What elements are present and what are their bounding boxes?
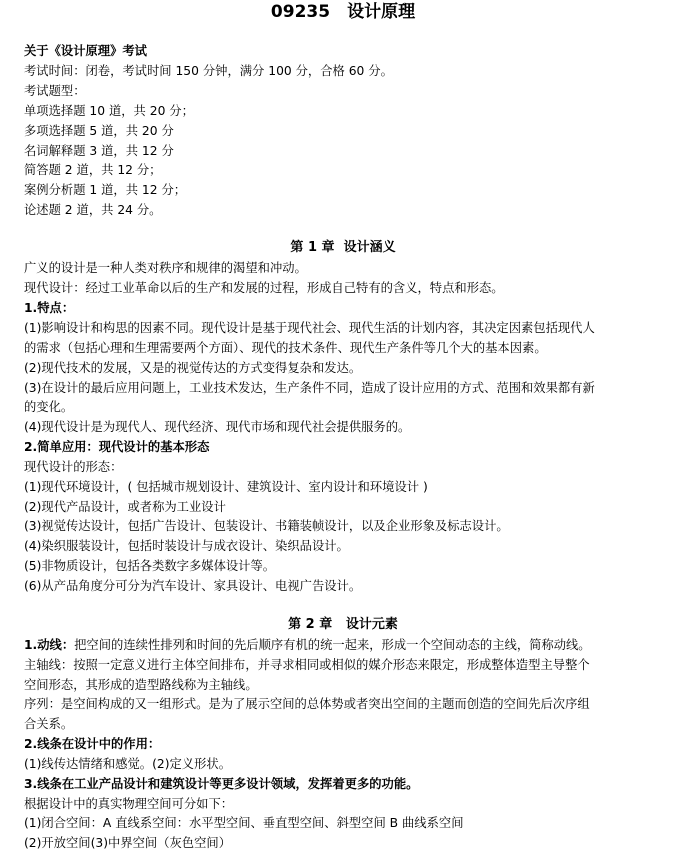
chapter-1-heading: 第 1 章 设计涵义 [290,240,396,255]
chapter-1-line: (3)视觉传达设计，包括广告设计、包装设计、书籍装帧设计，以及企业形象及标志设计。 [24,519,509,533]
chapter-2-line: (2)开放空间(3)中界空间（灰色空间） [24,836,231,850]
chapter-1-line: 的变化。 [24,400,74,414]
chapter-1-line: (4)现代设计是为现代人、现代经济、现代市场和现代社会提供服务的。 [24,420,411,434]
term-definition: 把空间的连续性排列和时间的先后顺序有机的统一起来，形成一个空间动态的主线，简称动线。 [74,638,591,652]
chapter-1-subheading: 2.简单应用：现代设计的基本形态 [24,440,210,454]
chapter-1-line: (2)现代技术的发展，又是的视觉传达的方式变得复杂和发达。 [24,361,362,375]
chapter-1-line: (1)影响设计和构思的因素不同。现代设计是基于现代社会、现代生活的计划内容，其决定因素包括现代人 [24,321,595,335]
chapter-2-line: 空间形态，其形成的造型路线称为主轴线。 [24,678,258,692]
exam-line: 名词解释题 3 道，共 12 分 [24,144,174,158]
chapter-2-line [24,635,674,655]
chapter-1-line: (3)在设计的最后应用问题上，工业技术发达，生产条件不同，造成了设计应用的方式、范围和效果都有新 [24,381,595,395]
chapter-1-line: 广义的设计是一种人类对秩序和规律的渴望和冲动。 [24,261,307,275]
exam-heading: 关于《设计原理》考试 [24,44,147,58]
chapter-1-subheading: 1.特点： [24,301,75,315]
chapter-2-line: 合关系。 [24,717,74,731]
exam-line: 案例分析题 1 道，共 12 分； [24,183,187,197]
chapter-1-line: (6)从产品角度分可分为汽车设计、家具设计、电视广告设计。 [24,579,362,593]
exam-line: 考试时间：闭卷，考试时间 150 分钟，满分 100 分，合格 60 分。 [24,64,393,78]
exam-line: 考试题型： [24,84,86,98]
chapter-2-heading: 第 2 章 设计元素 [288,617,398,632]
chapter-2-line: (1)线传达情绪和感觉。(2)定义形状。 [24,757,231,771]
chapter-1-line: (4)染织服装设计，包括时装设计与成衣设计、染织品设计。 [24,539,349,553]
chapter-2-line: (1)闭合空间：A 直线系空间：水平型空间、垂直型空间、斜型空间 B 曲线系空间 [24,816,464,830]
exam-line: 简答题 2 道，共 12 分； [24,163,162,177]
exam-line: 论述题 2 道，共 24 分。 [24,203,162,217]
exam-line: 多项选择题 5 道，共 20 分 [24,124,174,138]
chapter-1-line: 现代设计：经过工业革命以后的生产和发展的过程，形成自己特有的含义，特点和形态。 [24,281,504,295]
exam-line: 单项选择题 10 道，共 20 分； [24,104,194,118]
chapter-1-line: 现代设计的形态： [24,460,123,474]
chapter-2-line: 序列：是空间构成的又一组形式。是为了展示空间的总体势或者突出空间的主题而创造的空间先后次序组 [24,697,590,711]
chapter-2-line: 主轴线：按照一定意义进行主体空间排布，并寻求相同或相似的媒介形态来限定，形成整体造型主导整个 [24,658,590,672]
term-label: 1.动线： [24,638,75,652]
chapter-2-subheading: 3.线条在工业产品设计和建筑设计等更多设计领域，发挥着更多的功能。 [24,777,419,791]
chapter-1-line: (1)现代环境设计，( 包括城市规划设计、建筑设计、室内设计和环境设计 ) [24,480,428,494]
chapter-1-line: (2)现代产品设计，或者称为工业设计 [24,500,226,514]
document-title: 09235 设计原理 [270,2,416,22]
chapter-1-line: (5)非物质设计，包括各类数字多媒体设计等。 [24,559,276,573]
chapter-2-subheading: 2.线条在设计中的作用： [24,737,161,751]
chapter-1-line: 的需求（包括心理和生理需要两个方面）、现代的技术条件、现代生产条件等几个大的基本因素。 [24,341,547,355]
chapter-2-line: 根据设计中的真实物理空间可分如下： [24,797,234,811]
